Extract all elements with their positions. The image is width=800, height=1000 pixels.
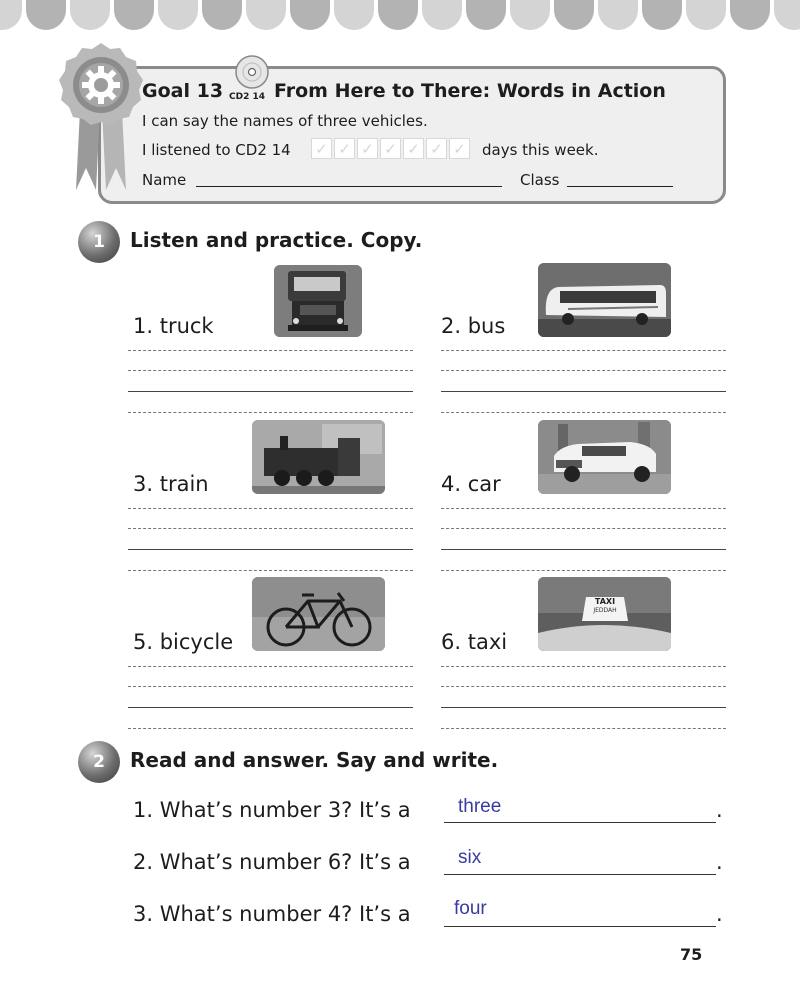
scallop-tab bbox=[70, 0, 110, 30]
handwriting-guide-line[interactable] bbox=[128, 666, 413, 667]
section-1-title: Listen and practice. Copy. bbox=[130, 228, 423, 252]
scallop-tab bbox=[334, 0, 374, 30]
handwriting-guide-line[interactable] bbox=[441, 728, 726, 729]
scallop-tab bbox=[554, 0, 594, 30]
scallop-tab bbox=[158, 0, 198, 30]
taxi-photo bbox=[538, 577, 671, 651]
vocab-label-truck: 1. truck bbox=[133, 314, 214, 338]
train-photo bbox=[252, 420, 385, 494]
car-photo bbox=[538, 420, 671, 494]
handwriting-guide-line[interactable] bbox=[128, 350, 413, 351]
handwriting-guide-line[interactable] bbox=[128, 528, 413, 529]
vocab-label-taxi: 6. taxi bbox=[441, 630, 508, 654]
section-2-title: Read and answer. Say and write. bbox=[130, 748, 499, 772]
answer-line-2[interactable] bbox=[444, 874, 716, 875]
period-2: . bbox=[716, 850, 723, 874]
scallop-tab bbox=[510, 0, 550, 30]
lesson-title: From Here to There: Words in Action bbox=[274, 80, 666, 102]
cd-icon bbox=[234, 54, 270, 90]
bicycle-photo bbox=[252, 577, 385, 651]
scallop-tab bbox=[598, 0, 638, 30]
class-label: Class bbox=[520, 171, 560, 189]
goal-number: Goal 13 bbox=[142, 80, 224, 102]
answer-line-1[interactable] bbox=[444, 822, 716, 823]
handwriting-guide-line[interactable] bbox=[128, 549, 413, 550]
section-1-badge: 1 bbox=[78, 221, 120, 263]
scallop-tab bbox=[422, 0, 462, 30]
answer-1: three bbox=[458, 796, 502, 817]
scalloped-border bbox=[0, 0, 800, 36]
objective-text: I can say the names of three vehicles. bbox=[142, 112, 428, 130]
taxi-sign-text: TAXI bbox=[594, 597, 616, 606]
handwriting-guide-line[interactable] bbox=[128, 570, 413, 571]
handwriting-guide-line[interactable] bbox=[128, 370, 413, 371]
handwriting-guide-line[interactable] bbox=[128, 391, 413, 392]
bus-photo bbox=[538, 263, 671, 337]
listen-day-checkbox[interactable]: ✓ bbox=[334, 138, 355, 159]
name-label: Name bbox=[142, 171, 187, 189]
scallop-tab bbox=[378, 0, 418, 30]
handwriting-guide-line[interactable] bbox=[441, 707, 726, 708]
section-2-badge: 2 bbox=[78, 741, 120, 783]
scallop-tab bbox=[246, 0, 286, 30]
listen-day-checkbox[interactable]: ✓ bbox=[426, 138, 447, 159]
vocab-label-train: 3. train bbox=[133, 472, 209, 496]
handwriting-guide-line[interactable] bbox=[128, 508, 413, 509]
answer-line-3[interactable] bbox=[444, 926, 716, 927]
vocab-label-car: 4. car bbox=[441, 472, 501, 496]
scallop-tab bbox=[774, 0, 800, 30]
period-3: . bbox=[716, 902, 723, 926]
vocab-label-bicycle: 5. bicycle bbox=[133, 630, 234, 654]
handwriting-guide-line[interactable] bbox=[441, 508, 726, 509]
handwriting-guide-line[interactable] bbox=[128, 707, 413, 708]
handwriting-guide-line[interactable] bbox=[441, 666, 726, 667]
answer-3: four bbox=[454, 898, 487, 919]
listen-day-checkbox[interactable]: ✓ bbox=[311, 138, 332, 159]
answer-2: six bbox=[458, 847, 482, 868]
handwriting-guide-line[interactable] bbox=[441, 549, 726, 550]
handwriting-guide-line[interactable] bbox=[441, 528, 726, 529]
handwriting-guide-line[interactable] bbox=[128, 728, 413, 729]
cd-track-code: CD2 14 bbox=[229, 92, 265, 102]
handwriting-guide-line[interactable] bbox=[441, 412, 726, 413]
scallop-tab bbox=[642, 0, 682, 30]
handwriting-guide-line[interactable] bbox=[441, 391, 726, 392]
listened-prefix: I listened to CD2 14 bbox=[142, 141, 291, 159]
listen-day-checkbox[interactable]: ✓ bbox=[380, 138, 401, 159]
scallop-tab bbox=[290, 0, 330, 30]
question-2: 2. What’s number 6? It’s a bbox=[133, 850, 411, 874]
question-1: 1. What’s number 3? It’s a bbox=[133, 798, 411, 822]
question-3: 3. What’s number 4? It’s a bbox=[133, 902, 411, 926]
scallop-tab bbox=[686, 0, 726, 30]
period-1: . bbox=[716, 798, 723, 822]
scallop-tab bbox=[202, 0, 242, 30]
listen-day-checkbox[interactable]: ✓ bbox=[357, 138, 378, 159]
handwriting-guide-line[interactable] bbox=[441, 370, 726, 371]
handwriting-guide-line[interactable] bbox=[128, 412, 413, 413]
listen-day-checkbox[interactable]: ✓ bbox=[449, 138, 470, 159]
handwriting-guide-line[interactable] bbox=[128, 686, 413, 687]
handwriting-guide-line[interactable] bbox=[441, 686, 726, 687]
page-number: 75 bbox=[680, 945, 703, 964]
handwriting-guide-line[interactable] bbox=[441, 570, 726, 571]
truck-photo bbox=[274, 265, 362, 337]
scallop-tab bbox=[466, 0, 506, 30]
taxi-sign-subtext: JEDDAH bbox=[593, 607, 617, 614]
listened-suffix: days this week. bbox=[482, 141, 599, 159]
scallop-tab bbox=[730, 0, 770, 30]
handwriting-guide-line[interactable] bbox=[441, 350, 726, 351]
name-write-line[interactable] bbox=[196, 186, 502, 187]
award-ribbon-icon bbox=[56, 40, 146, 200]
listen-day-checkbox[interactable]: ✓ bbox=[403, 138, 424, 159]
vocab-label-bus: 2. bus bbox=[441, 314, 506, 338]
scallop-tab bbox=[26, 0, 66, 30]
scallop-tab bbox=[114, 0, 154, 30]
scallop-tab bbox=[0, 0, 22, 30]
class-write-line[interactable] bbox=[567, 186, 673, 187]
listening-checkboxes bbox=[311, 138, 470, 159]
